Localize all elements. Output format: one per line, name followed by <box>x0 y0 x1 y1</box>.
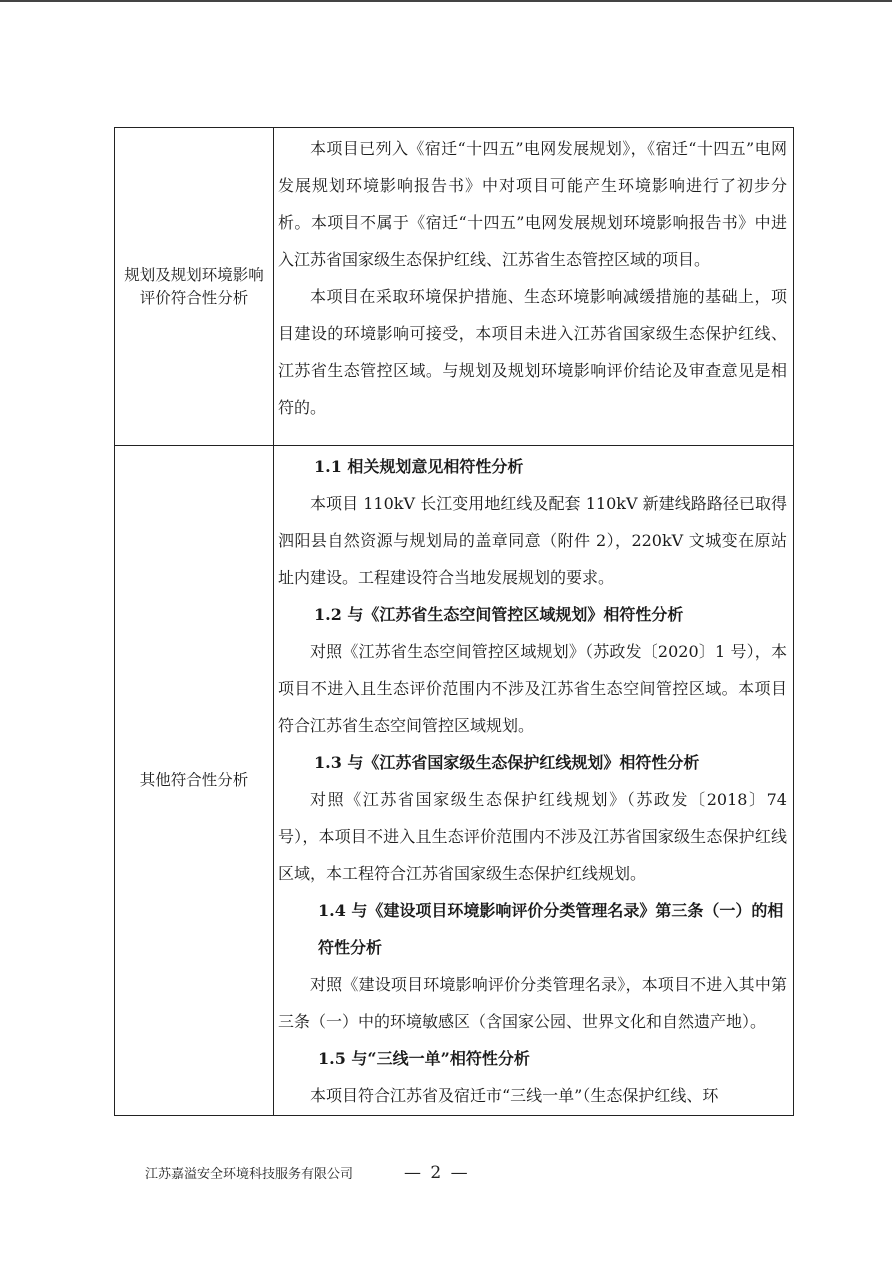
row-content <box>274 128 794 446</box>
section-heading: 1.2 与《江苏省生态空间管控区域规划》相符性分析 <box>314 605 684 624</box>
section-heading: 1.1 相关规划意见相符性分析 <box>314 457 524 476</box>
paragraph: 本项目在采取环境保护措施、生态环境影响减缓措施的基础上，项目建设的环境影响可接受，本项目未进入江苏省国家级生态保护红线、江苏省生态管控区域。与规划及规划环境影响评价结论及审查意见是相符的。 <box>278 287 787 417</box>
row-label: 其他符合性分析 <box>115 446 274 1116</box>
section-heading: 1.3 与《江苏省国家级生态保护红线规划》相符性分析 <box>314 753 700 772</box>
section-body: 对照《江苏省生态空间管控区域规划》（苏政发〔2020〕1 号），本项目不进入且生态评价范围内不涉及江苏省生态空间管控区域。本项目符合江苏省生态空间管控区域规划。 <box>278 642 787 735</box>
section-body: 对照《建设项目环境影响评价分类管理名录》，本项目不进入其中第三条（一）中的环境敏感区（含国家公园、世界文化和自然遗产地）。 <box>278 975 787 1031</box>
row-content <box>274 446 794 1116</box>
section-body: 本项目 110kV 长江变用地红线及配套 110kV 新建线路路径已取得泗阳县自然资源与规划局的盖章同意（附件 2），220kV 文城变在原站址内建设。工程建设符合当地发展规划的要求。 <box>278 494 787 587</box>
table-row <box>115 446 794 1116</box>
table-row <box>115 128 794 446</box>
page-number: — 2 — <box>404 1163 470 1183</box>
paragraph: 本项目已列入《宿迁“十四五”电网发展规划》，《宿迁“十四五”电网发展规划环境影响报告书》中对项目可能产生环境影响进行了初步分析。本项目不属于《宿迁“十四五”电网发展规划环境影响报告书》中进入江苏省国家级生态保护红线、江苏省生态管控区域的项目。 <box>278 139 787 269</box>
section-heading: 1.5 与“三线一单”相符性分析 <box>318 1049 530 1068</box>
row-label: 规划及规划环境影响评价符合性分析 <box>115 128 274 446</box>
section-body: 对照《江苏省国家级生态保护红线规划》（苏政发〔2018〕74 号），本项目不进入且生态评价范围内不涉及江苏省国家级生态保护红线区域，本工程符合江苏省国家级生态保护红线规划。 <box>278 790 787 883</box>
top-rule <box>0 0 892 2</box>
section-heading: 1.4 与《建设项目环境影响评价分类管理名录》第三条（一）的相符性分析 <box>318 901 784 957</box>
section-body: 本项目符合江苏省及宿迁市“三线一单”（生态保护红线、环 <box>310 1086 719 1105</box>
footer-company: 江苏嘉溢安全环境科技服务有限公司 <box>145 1167 354 1182</box>
compliance-table <box>114 127 794 1116</box>
